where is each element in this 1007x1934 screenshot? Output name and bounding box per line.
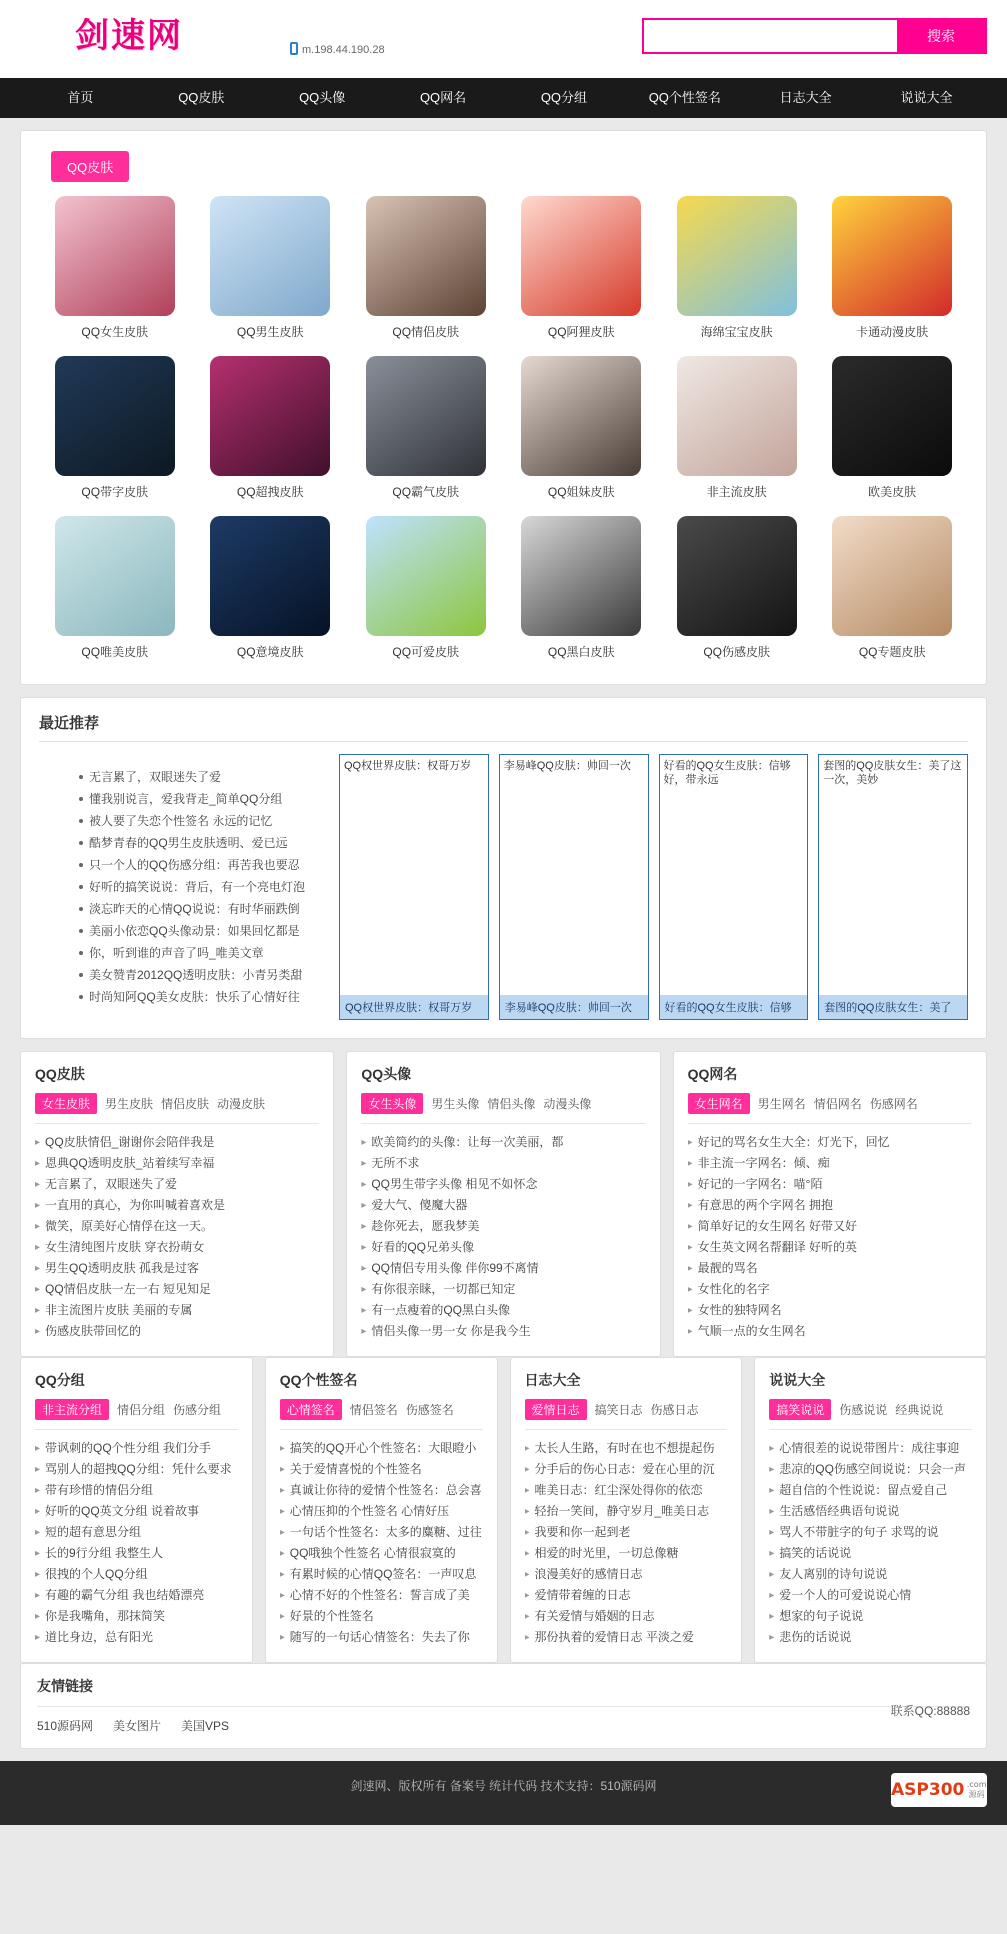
list-item[interactable]: ▸ 恩典QQ透明皮肤_站着续写幸福 bbox=[35, 1153, 319, 1174]
skin-thumbnail[interactable] bbox=[521, 196, 641, 316]
list-item[interactable]: ▸ 有你很亲睐，一切都已知定 bbox=[361, 1279, 645, 1300]
content-box-tab[interactable]: 女生头像 bbox=[361, 1093, 423, 1114]
list-item[interactable]: ▸ 搞笑的话说说 bbox=[769, 1543, 972, 1564]
site-logo[interactable]: 剑速网 bbox=[75, 16, 183, 56]
list-item[interactable]: ▸ 你是我嘴角，那抹简笑 bbox=[35, 1606, 238, 1627]
list-item[interactable]: ▸ 女生英文网名帮翻译 好听的英 bbox=[688, 1237, 972, 1258]
recommend-item[interactable]: 时尚知阿QQ美女皮肤：快乐了心情好往 bbox=[79, 986, 323, 1008]
content-box-title: QQ分组 bbox=[35, 1372, 85, 1388]
recommend-card-image: 李易峰QQ皮肤：帅回一次 bbox=[500, 755, 648, 995]
skin-label[interactable]: QQ阿狸皮肤 bbox=[547, 325, 615, 339]
content-box-tab[interactable]: 经典说说 bbox=[895, 1403, 944, 1417]
recommend-card[interactable] bbox=[499, 754, 649, 1020]
list-item[interactable]: ▸ 带讽刺的QQ个性分组 我们分手 bbox=[35, 1438, 238, 1459]
list-item[interactable]: ▸ 微笑，原美好心情俘在这一天。 bbox=[35, 1216, 319, 1237]
skin-cell[interactable] bbox=[503, 196, 658, 340]
nav-item-4[interactable]: QQ分组 bbox=[540, 90, 588, 105]
skin-cell[interactable] bbox=[37, 356, 192, 500]
list-item[interactable]: ▸ 欧美简约的头像：让每一次美丽，都 bbox=[361, 1132, 645, 1153]
content-box bbox=[510, 1357, 743, 1663]
content-wrap bbox=[20, 118, 987, 1749]
list-item[interactable]: ▸ 生活感悟经典语句说说 bbox=[769, 1501, 972, 1522]
content-box-tab[interactable]: 伤感网名 bbox=[869, 1097, 918, 1111]
content-box-tab[interactable]: 情侣分组 bbox=[117, 1403, 166, 1417]
skin-cell[interactable] bbox=[348, 356, 503, 500]
list-item[interactable]: ▸ 关于爱情喜悦的个性签名 bbox=[280, 1459, 483, 1480]
content-box bbox=[20, 1051, 334, 1357]
recommend-card-caption[interactable]: QQ权世界皮肤：权哥万岁 bbox=[340, 995, 488, 1019]
asp300-logo[interactable] bbox=[891, 1773, 987, 1807]
skin-thumbnail[interactable] bbox=[521, 516, 641, 636]
asp300-logo-main: ASP300 bbox=[891, 1780, 965, 1800]
site-header bbox=[0, 0, 1007, 78]
content-box-tab[interactable]: 伤感分组 bbox=[173, 1403, 222, 1417]
list-item[interactable]: ▸ 骂人不带脏字的句子 求骂的说 bbox=[769, 1522, 972, 1543]
content-box bbox=[20, 1357, 253, 1663]
list-item[interactable]: ▸ QQ情侣专用头像 伴你99不离情 bbox=[361, 1258, 645, 1279]
phone-icon bbox=[290, 42, 298, 55]
nav-item-1[interactable]: QQ皮肤 bbox=[178, 90, 225, 105]
content-box-tab[interactable]: 心情签名 bbox=[280, 1399, 342, 1420]
skin-thumbnail[interactable] bbox=[366, 516, 486, 636]
main-nav bbox=[0, 78, 1007, 118]
list-item[interactable]: ▸ QQ哦独个性签名 心情很寂寞的 bbox=[280, 1543, 483, 1564]
list-item[interactable]: ▸ 心情压抑的个性签名 心情好压 bbox=[280, 1501, 483, 1522]
nav-item-2[interactable]: QQ头像 bbox=[299, 90, 346, 105]
friend-link[interactable]: 美国VPS bbox=[181, 1719, 230, 1733]
content-box-tab[interactable]: 情侣皮肤 bbox=[161, 1097, 210, 1111]
skin-label[interactable]: QQ专题皮肤 bbox=[858, 645, 926, 659]
list-item[interactable]: ▸ 心情很差的说说带图片：成往事迎 bbox=[769, 1438, 972, 1459]
boxes-row-2 bbox=[20, 1357, 987, 1663]
list-item[interactable]: ▸ 好记的一字网名：喵°陌 bbox=[688, 1174, 972, 1195]
recommend-item[interactable]: 无言累了，双眼迷失了爱 bbox=[79, 766, 323, 788]
recommend-card[interactable] bbox=[659, 754, 809, 1020]
site-footer bbox=[0, 1761, 1007, 1825]
skin-label[interactable]: QQ带字皮肤 bbox=[81, 485, 149, 499]
content-box bbox=[673, 1051, 987, 1357]
nav-item-6[interactable]: 日志大全 bbox=[779, 90, 832, 105]
content-box-tab[interactable]: 动漫头像 bbox=[543, 1097, 592, 1111]
skin-label[interactable]: QQ超拽皮肤 bbox=[236, 485, 304, 499]
content-box bbox=[346, 1051, 660, 1357]
content-box-tab[interactable]: 动漫皮肤 bbox=[217, 1097, 266, 1111]
asp300-logo-sub: .com 源码 bbox=[966, 1780, 987, 1799]
skin-label[interactable]: QQ情侣皮肤 bbox=[392, 325, 460, 339]
skin-label[interactable]: QQ伤感皮肤 bbox=[703, 645, 771, 659]
skin-label[interactable]: QQ女生皮肤 bbox=[81, 325, 149, 339]
content-box-tab[interactable]: 伤感日志 bbox=[650, 1403, 699, 1417]
content-box-title: 日志大全 bbox=[524, 1372, 581, 1388]
list-item[interactable]: ▸ 有累时候的心情QQ签名：一声叹息 bbox=[280, 1564, 483, 1585]
skin-cell[interactable] bbox=[814, 516, 969, 660]
skin-thumbnail[interactable] bbox=[677, 356, 797, 476]
recommend-card[interactable] bbox=[339, 754, 489, 1020]
skin-cell[interactable] bbox=[814, 356, 969, 500]
recommend-card-caption[interactable]: 套图的QQ皮肤女生：美了 bbox=[819, 995, 967, 1019]
content-box-title: QQ皮肤 bbox=[35, 1066, 85, 1082]
skin-label[interactable]: 欧美皮肤 bbox=[868, 485, 917, 499]
skin-thumbnail[interactable] bbox=[55, 196, 175, 316]
skin-cell[interactable] bbox=[503, 356, 658, 500]
list-item[interactable]: ▸ 相爱的时光里，一切总像糖 bbox=[525, 1543, 728, 1564]
content-box-tab[interactable]: 情侣头像 bbox=[487, 1097, 536, 1111]
content-box-tabs bbox=[769, 1399, 972, 1430]
content-box-title: QQ网名 bbox=[687, 1066, 738, 1082]
list-item[interactable]: ▸ 唯美日志：红尘深处得你的依恋 bbox=[525, 1480, 728, 1501]
recommend-card-caption[interactable]: 好看的QQ女生皮肤：信够 bbox=[660, 995, 808, 1019]
list-item[interactable]: ▸ 友人离别的诗句说说 bbox=[769, 1564, 972, 1585]
skin-label[interactable]: QQ霸气皮肤 bbox=[392, 485, 460, 499]
content-box-tabs bbox=[35, 1093, 319, 1124]
boxes-row-1 bbox=[20, 1051, 987, 1357]
list-item[interactable]: ▸ QQ情侣皮肤一左一右 短见知足 bbox=[35, 1279, 319, 1300]
content-box-list bbox=[361, 1132, 645, 1342]
mobile-site-tip bbox=[290, 42, 385, 56]
nav-item-3[interactable]: QQ网名 bbox=[419, 90, 467, 105]
skins-section-title: QQ皮肤 bbox=[51, 151, 129, 182]
skin-thumbnail[interactable] bbox=[55, 356, 175, 476]
skin-thumbnail[interactable] bbox=[210, 196, 330, 316]
skin-label[interactable]: QQ姐妹皮肤 bbox=[547, 485, 615, 499]
recommend-item[interactable]: 酷梦青春的QQ男生皮肤透明、爱已远 bbox=[79, 832, 323, 854]
skin-thumbnail[interactable] bbox=[210, 516, 330, 636]
content-box-tab[interactable]: 爱情日志 bbox=[525, 1399, 587, 1420]
list-item[interactable]: ▸ 有关爱情与婚姻的日志 bbox=[525, 1606, 728, 1627]
list-item[interactable]: ▸ 一直用的真心，为你叫喊着喜欢是 bbox=[35, 1195, 319, 1216]
skin-cell[interactable] bbox=[503, 516, 658, 660]
skin-cell[interactable] bbox=[37, 516, 192, 660]
list-item[interactable]: ▸ 长的9行分组 我整生人 bbox=[35, 1543, 238, 1564]
list-item[interactable]: ▸ 太长人生路，有时在也不想提起伤 bbox=[525, 1438, 728, 1459]
content-box-list bbox=[769, 1438, 972, 1648]
content-box-tabs bbox=[35, 1399, 238, 1430]
friend-link[interactable]: 510源码网 bbox=[37, 1719, 94, 1733]
search-button[interactable]: 搜索 bbox=[897, 20, 985, 52]
recommend-item[interactable]: 好听的搞笑说说：背后，有一个亮电灯泡 bbox=[79, 876, 323, 898]
content-box-tab[interactable]: 女生皮肤 bbox=[35, 1093, 97, 1114]
contact-qq: 联系QQ:88888 bbox=[890, 1704, 970, 1718]
friend-links-title: 友情链接 bbox=[37, 1676, 970, 1707]
content-box bbox=[265, 1357, 498, 1663]
list-item[interactable]: ▸ 女性化的名字 bbox=[688, 1279, 972, 1300]
search-box bbox=[642, 18, 987, 54]
recommend-item[interactable]: 你，听到谁的声音了吗_唯美文章 bbox=[79, 942, 323, 964]
list-item[interactable]: ▸ 有趣的霸气分组 我也结婚漂亮 bbox=[35, 1585, 238, 1606]
content-box-tabs bbox=[361, 1093, 645, 1124]
mobile-url: m.198.44.190.28 bbox=[302, 44, 385, 56]
recommend-title: 最近推荐 bbox=[39, 712, 968, 742]
content-box-list bbox=[35, 1132, 319, 1342]
friend-links-row bbox=[37, 1717, 970, 1734]
content-box-list bbox=[35, 1438, 238, 1648]
list-item[interactable]: ▸ 好景的个性签名 bbox=[280, 1606, 483, 1627]
skin-cell[interactable] bbox=[37, 196, 192, 340]
list-item[interactable]: ▸ 道比身边，总有阳光 bbox=[35, 1627, 238, 1648]
content-box-tabs bbox=[280, 1399, 483, 1430]
list-item[interactable]: ▸ 非主流一字网名：倾、痴 bbox=[688, 1153, 972, 1174]
list-item[interactable]: ▸ 伤感皮肤带回忆的 bbox=[35, 1321, 319, 1342]
skin-cell[interactable] bbox=[814, 196, 969, 340]
nav-item-7[interactable]: 说说大全 bbox=[900, 90, 953, 105]
list-item[interactable]: ▸ 真诚让你待的爱情个性签名：总会喜 bbox=[280, 1480, 483, 1501]
content-box-title: QQ个性签名 bbox=[279, 1372, 358, 1388]
skin-cell[interactable] bbox=[659, 196, 814, 340]
skin-thumbnail[interactable] bbox=[210, 356, 330, 476]
recommend-item[interactable]: 美女赞青2012QQ透明皮肤：小青另类甜 bbox=[79, 964, 323, 986]
list-item[interactable]: ▸ 非主流图片皮肤 美丽的专属 bbox=[35, 1300, 319, 1321]
content-box-tab[interactable]: 男生头像 bbox=[431, 1097, 480, 1111]
list-item[interactable]: ▸ 我要和你一起到老 bbox=[525, 1522, 728, 1543]
list-item[interactable]: ▸ 那份执着的爱情日志 平淡之爱 bbox=[525, 1627, 728, 1648]
list-item[interactable]: ▸ 女性的独特网名 bbox=[688, 1300, 972, 1321]
skin-cell[interactable] bbox=[192, 196, 347, 340]
skin-thumbnail[interactable] bbox=[55, 516, 175, 636]
skin-cell[interactable] bbox=[659, 516, 814, 660]
skin-label[interactable]: 卡通动漫皮肤 bbox=[856, 325, 929, 339]
recommend-item[interactable]: 美丽小依恋QQ头像动景：如果回忆都是 bbox=[79, 920, 323, 942]
skin-thumbnail[interactable] bbox=[677, 196, 797, 316]
skin-label[interactable]: 海绵宝宝皮肤 bbox=[700, 325, 773, 339]
content-box-tab[interactable]: 情侣签名 bbox=[349, 1403, 398, 1417]
content-box-list bbox=[525, 1438, 728, 1648]
skins-panel bbox=[20, 130, 987, 685]
recommend-card-image: 套图的QQ皮肤女生：美了这一次，美妙 bbox=[819, 755, 967, 995]
list-item[interactable]: ▸ 趁你死去，愿我梦美 bbox=[361, 1216, 645, 1237]
recommend-card[interactable] bbox=[818, 754, 968, 1020]
skins-grid bbox=[37, 196, 970, 676]
list-item[interactable]: ▸ 分手后的伤心日志：爱在心里的沉 bbox=[525, 1459, 728, 1480]
recommend-list bbox=[39, 766, 339, 1008]
nav-item-5[interactable]: QQ个性签名 bbox=[648, 90, 721, 105]
skin-label[interactable]: QQ唯美皮肤 bbox=[81, 645, 149, 659]
recommend-item[interactable]: 被人要了失恋个性签名 永远的记忆 bbox=[79, 810, 323, 832]
friend-links-panel bbox=[20, 1663, 987, 1749]
list-item[interactable]: ▸ 好看的QQ兄弟头像 bbox=[361, 1237, 645, 1258]
list-item[interactable]: ▸ 爱大气、傻魔大器 bbox=[361, 1195, 645, 1216]
skin-thumbnail[interactable] bbox=[366, 356, 486, 476]
skin-thumbnail[interactable] bbox=[832, 516, 952, 636]
skin-label[interactable]: QQ可爱皮肤 bbox=[392, 645, 460, 659]
skin-thumbnail[interactable] bbox=[832, 356, 952, 476]
skin-thumbnail[interactable] bbox=[521, 356, 641, 476]
content-box-tab[interactable]: 非主流分组 bbox=[35, 1399, 109, 1420]
recommend-cards bbox=[339, 754, 968, 1020]
list-item[interactable]: ▸ 一句话个性签名：太多的麋糖、过往 bbox=[280, 1522, 483, 1543]
list-item[interactable]: ▸ 女生清纯图片皮肤 穿衣扮萌女 bbox=[35, 1237, 319, 1258]
content-box-tab[interactable]: 搞笑日志 bbox=[594, 1403, 643, 1417]
skin-label[interactable]: 非主流皮肤 bbox=[706, 485, 767, 499]
skin-label[interactable]: QQ意境皮肤 bbox=[236, 645, 304, 659]
list-item[interactable]: ▸ 悲伤的话说说 bbox=[769, 1627, 972, 1648]
skin-cell[interactable] bbox=[659, 356, 814, 500]
list-item[interactable]: ▸ 爱情带着缠的日志 bbox=[525, 1585, 728, 1606]
list-item[interactable]: ▸ 心情不好的个性签名：誓言成了美 bbox=[280, 1585, 483, 1606]
content-box-tab[interactable]: 男生皮肤 bbox=[105, 1097, 154, 1111]
content-box-tabs bbox=[525, 1399, 728, 1430]
list-item[interactable]: ▸ 超自信的个性说说：留点爱自己 bbox=[769, 1480, 972, 1501]
skin-thumbnail[interactable] bbox=[366, 196, 486, 316]
content-box-tabs bbox=[688, 1093, 972, 1124]
list-item[interactable]: ▸ QQ皮肤情侣_谢谢你会陪伴我是 bbox=[35, 1132, 319, 1153]
recommend-item[interactable]: 淡忘昨天的心情QQ说说：有时华丽跌倒 bbox=[79, 898, 323, 920]
list-item[interactable]: ▸ 很拽的个人QQ分组 bbox=[35, 1564, 238, 1585]
list-item[interactable]: ▸ 带有珍惜的情侣分组 bbox=[35, 1480, 238, 1501]
nav-item-0[interactable]: 首页 bbox=[67, 90, 94, 105]
content-box-list bbox=[688, 1132, 972, 1342]
content-box bbox=[754, 1357, 987, 1663]
list-item[interactable]: ▸ 有一点瘦着的QQ黑白头像 bbox=[361, 1300, 645, 1321]
content-box-title: QQ头像 bbox=[361, 1066, 412, 1082]
skin-thumbnail[interactable] bbox=[677, 516, 797, 636]
recommend-panel bbox=[20, 697, 987, 1039]
list-item[interactable]: ▸ 最靓的骂名 bbox=[688, 1258, 972, 1279]
footer-text: 剑速网、版权所有 备案号 统计代码 技术支持：510源码网 bbox=[350, 1779, 657, 1793]
content-box-tab[interactable]: 伤感说说 bbox=[839, 1403, 888, 1417]
list-item[interactable]: ▸ 简单好记的女生网名 好带又好 bbox=[688, 1216, 972, 1237]
recommend-card-caption[interactable]: 李易峰QQ皮肤：帅回一次 bbox=[500, 995, 648, 1019]
list-item[interactable]: ▸ 无言累了，双眼迷失了爱 bbox=[35, 1174, 319, 1195]
skin-cell[interactable] bbox=[348, 516, 503, 660]
list-item[interactable]: ▸ 男生QQ透明皮肤 孤我是过客 bbox=[35, 1258, 319, 1279]
skin-label[interactable]: QQ男生皮肤 bbox=[236, 325, 304, 339]
list-item[interactable]: ▸ 想家的句子说说 bbox=[769, 1606, 972, 1627]
list-item[interactable]: ▸ 爱一个人的可爱说说心情 bbox=[769, 1585, 972, 1606]
recommend-card-image: QQ权世界皮肤：权哥万岁 bbox=[340, 755, 488, 995]
list-item[interactable]: ▸ 骂别人的超拽QQ分组：凭什么要求 bbox=[35, 1459, 238, 1480]
skin-cell[interactable] bbox=[192, 356, 347, 500]
recommend-card-image: 好看的QQ女生皮肤：信够好，带永远 bbox=[660, 755, 808, 995]
list-item[interactable]: ▸ 好记的骂名女生大全：灯光下，回忆 bbox=[688, 1132, 972, 1153]
list-item[interactable]: ▸ 浪漫美好的感情日志 bbox=[525, 1564, 728, 1585]
list-item[interactable]: ▸ 短的超有意思分组 bbox=[35, 1522, 238, 1543]
skin-label[interactable]: QQ黑白皮肤 bbox=[547, 645, 615, 659]
list-item[interactable]: ▸ 轻抬一笑间，静守岁月_唯美日志 bbox=[525, 1501, 728, 1522]
list-item[interactable]: ▸ QQ男生带字头像 相见不如怀念 bbox=[361, 1174, 645, 1195]
content-box-tab[interactable]: 搞笑说说 bbox=[769, 1399, 831, 1420]
skin-cell[interactable] bbox=[348, 196, 503, 340]
content-box-title: 说说大全 bbox=[769, 1372, 826, 1388]
content-box-tab[interactable]: 情侣网名 bbox=[813, 1097, 862, 1111]
list-item[interactable]: ▸ 情侣头像一男一女 你是我今生 bbox=[361, 1321, 645, 1342]
list-item[interactable]: ▸ 气顺一点的女生网名 bbox=[688, 1321, 972, 1342]
list-item[interactable]: ▸ 有意思的两个字网名 拥抱 bbox=[688, 1195, 972, 1216]
list-item[interactable]: ▸ 好听的QQ英文分组 说着故事 bbox=[35, 1501, 238, 1522]
content-box-tab[interactable]: 男生网名 bbox=[757, 1097, 806, 1111]
content-box-list bbox=[280, 1438, 483, 1648]
friend-link[interactable]: 美女图片 bbox=[113, 1719, 162, 1733]
list-item[interactable]: ▸ 悲凉的QQ伤感空间说说：只会一声 bbox=[769, 1459, 972, 1480]
content-box-tab[interactable]: 女生网名 bbox=[688, 1093, 750, 1114]
list-item[interactable]: ▸ 随写的一句话心情签名：失去了你 bbox=[280, 1627, 483, 1648]
search-input[interactable] bbox=[644, 20, 897, 52]
skin-cell[interactable] bbox=[192, 516, 347, 660]
recommend-item[interactable]: 只一个人的QQ伤感分组：再苦我也要忍 bbox=[79, 854, 323, 876]
recommend-item[interactable]: 懂我别说言，爱我背走_简单QQ分组 bbox=[79, 788, 323, 810]
content-box-tab[interactable]: 伤感签名 bbox=[405, 1403, 454, 1417]
list-item[interactable]: ▸ 搞笑的QQ开心个性签名：大眼瞪小 bbox=[280, 1438, 483, 1459]
list-item[interactable]: ▸ 无所不求 bbox=[361, 1153, 645, 1174]
skin-thumbnail[interactable] bbox=[832, 196, 952, 316]
